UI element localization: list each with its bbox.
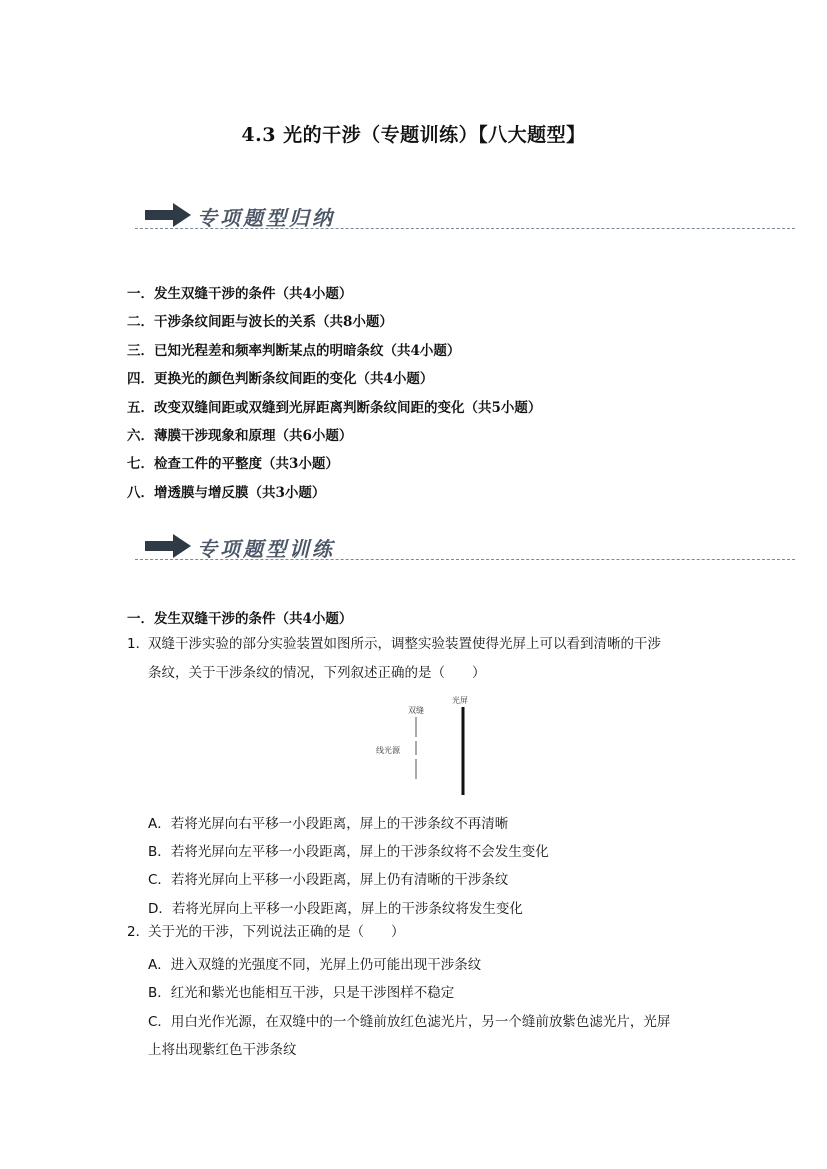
section-heading: 一．发生双缝干涉的条件（共4小题）: [127, 611, 353, 627]
option-b: B．若将光屏向左平移一小段距离，屏上的干涉条纹将不会发生变化: [148, 844, 549, 860]
option-b: B．红光和紫光也能相互干涉，只是干涉图样不稳定: [148, 985, 455, 1001]
topic-list: [127, 284, 541, 511]
banner-title: 专项题型训练: [197, 537, 335, 561]
topic-item: 一．发生双缝干涉的条件（共4小题）: [127, 286, 353, 302]
banner-title: 专项题型归纳: [197, 206, 335, 230]
section-banner-training: [135, 529, 795, 569]
option-c-cont: 上将出现紫红色干涉条纹: [148, 1042, 297, 1058]
question-2: [127, 918, 405, 947]
option-c: C．用白光作光源，在双缝中的一个缝前放红色滤光片，另一个缝前放紫色滤光片，光屏: [148, 1014, 671, 1030]
label-slits: 双缝: [408, 706, 424, 715]
question-stem: 双缝干涉实验的部分实验装置如图所示，调整实验装置使得光屏上可以看到清晰的干涉: [148, 636, 661, 652]
arrow-icon: [145, 202, 191, 228]
option-c: C．若将光屏向上平移一小段距离，屏上仍有清晰的干涉条纹: [148, 872, 509, 888]
page-title: 4.3 光的干涉（专题训练）【八大题型】: [241, 124, 586, 146]
option-a: A．若将光屏向右平移一小段距离，屏上的干涉条纹不再清晰: [148, 816, 509, 832]
topic-item: 八．增透膜与增反膜（共3小题）: [127, 484, 326, 501]
topic-item: 四．更换光的颜色判断条纹间距的变化（共4小题）: [127, 371, 434, 388]
double-slit-diagram: [370, 695, 480, 795]
topic-item: 二．干涉条纹间距与波长的关系（共8小题）: [127, 314, 393, 331]
arrow-icon: [145, 533, 191, 559]
apparatus-lines: [370, 695, 480, 795]
label-source: 线光源: [376, 746, 400, 755]
question-number: 1．: [127, 636, 150, 652]
dashed-divider: [135, 559, 795, 560]
question-stem: 关于光的干涉，下列说法正确的是（ ）: [148, 924, 405, 940]
section-banner-summary: [135, 198, 795, 238]
question-number: 2．: [127, 924, 150, 940]
question-stem-cont: 条纹，关于干涉条纹的情况，下列叙述正确的是（ ）: [148, 664, 486, 681]
option-a: A．进入双缝的光强度不同，光屏上仍可能出现干涉条纹: [148, 957, 482, 973]
question-1: [127, 630, 661, 687]
label-screen: 光屏: [452, 696, 468, 705]
topic-item: 三．已知光程差和频率判断某点的明暗条纹（共4小题）: [127, 342, 461, 359]
option-d: D．若将光屏向上平移一小段距离，屏上的干涉条纹将发生变化: [148, 901, 523, 917]
topic-item: 五．改变双缝间距或双缝到光屏距离判断条纹间距的变化（共5小题）: [127, 399, 542, 416]
topic-item: 七．检查工件的平整度（共3小题）: [127, 456, 339, 473]
dashed-divider: [135, 228, 795, 229]
topic-item: 六．薄膜干涉现象和原理（共6小题）: [127, 427, 353, 444]
